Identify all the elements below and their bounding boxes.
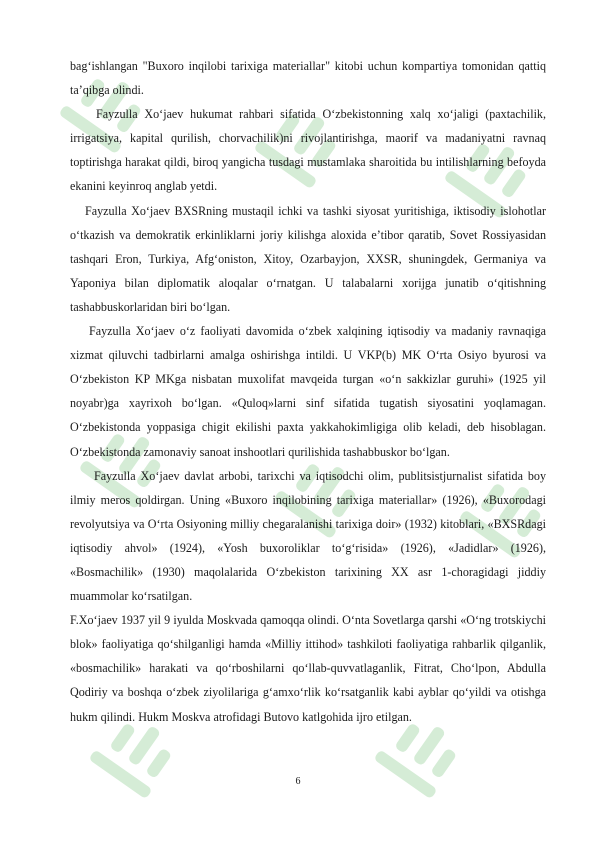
- page-number: 6: [295, 776, 301, 787]
- paragraph-6: F.Xo‘jaev 1937 yil 9 iyulda Moskvada qamoqqa olindi. O‘nta Sovetlarga qarshi «O‘ng trotskiychi blok» faoliyatiga qo‘shilganligi hamda «Milliy ittihod» tashkiloti faoliyatiga rahbarlik qilganlik, «bosmachilik» harakati va qo‘rboshilarni qo‘llab-quvvatlaganlik, Fitrat, Cho‘lpon, Abdulla Qodiriy va boshqa o‘zbek ziyolilariga g‘amxo‘rlik ko‘rsatganlik kabi ayblar qo‘yildi va otishga hukm qilindi. Hukm Moskva atrofidagi Butovo katlgohida ijro etilgan.: [70, 613, 546, 724]
- paragraph-4: Fayzulla Xo‘jaev o‘z faoliyati davomida o‘zbek xalqining iqtisodiy va madaniy ravnaqiga xizmat qiluvchi tadbirlarni amalga oshirishga intildi. U VKP(b) MK O‘rta Osiyo byurosi va O‘zbekiston KP MKga nisbatan muxolifat mavqeida turgan «o‘n sakkizlar guruhi» (1925 yil noyabr)ga xayrixoh bo‘lgan. «Quloq»larni sinf sifatida tugatish siyosatini yoqlamagan. O‘zbekistonda yoppasiga chigit ekilishi paxta yakkahokimligiga olib keladi, deb hisoblagan. O‘zbekistonda zamonaviy sanoat inshootlari qurilishida tashabbuskor bo‘lgan.: [70, 324, 546, 459]
- paragraph-3: Fayzulla Xo‘jaev BXSRning mustaqil ichki va tashki siyosat yuritishiga, iktisodiy islohotlar o‘tkazish va demokratik erkinliklarni joriy kilishga aloxida e’tibor qaratib, Sovet Rossiyasidan tashqari Eron, Turkiya, Afg‘oniston, Xitoy, Ozarbayjon, XXSR, shuningdek, Germaniya va Yaponiya bilan diplomatik aloqalar o‘rnatgan. U talabalarni xorijga junatib o‘qitishning tashabbuskorlaridan biri bo‘lgan.: [70, 203, 546, 314]
- body-text: [70, 54, 546, 729]
- paragraph-1: bag‘ishlangan "Buxoro inqilobi tarixiga materiallar" kitobi uchun kompartiya tomonidan qattiq ta’qibga olindi.: [70, 59, 546, 98]
- paragraph-5: Fayzulla Xo‘jaev davlat arbobi, tarixchi va iqtisodchi olim, publitsistjurnalist sifatida boy ilmiy meros qoldirgan. Uning «Buxoro inqilobining tarixiga materiallar» (1926), «Buxorodagi revolyutsiya va O‘rta Osiyoning milliy chegaralanishi tarixiga doir» (1932) kitoblari, «BXSRdagi iqtisodiy ahvol» (1924), «Yosh buxoroliklar to‘g‘risida» (1926), «Jadidlar» (1926), «Bosmachilik» (1930) maqolalarida O‘zbekiston tarixining XX asr 1-choragidagi jiddiy muammolar ko‘rsatilgan.: [70, 468, 546, 604]
- paragraph-2: Fayzulla Xo‘jaev hukumat rahbari sifatida O‘zbekistonning xalq xo‘jaligi (paxtachilik, irrigatsiya, kapital qurilish, chorvachilik)ni rivojlantirishga, maorif va madaniyatni ravnaq toptirishga harakat qildi, biroq yangicha tusdagi mustamlaka sharoitida bu intilishlarning befoyda ekanini keyinroq anglab yetdi.: [70, 107, 546, 194]
